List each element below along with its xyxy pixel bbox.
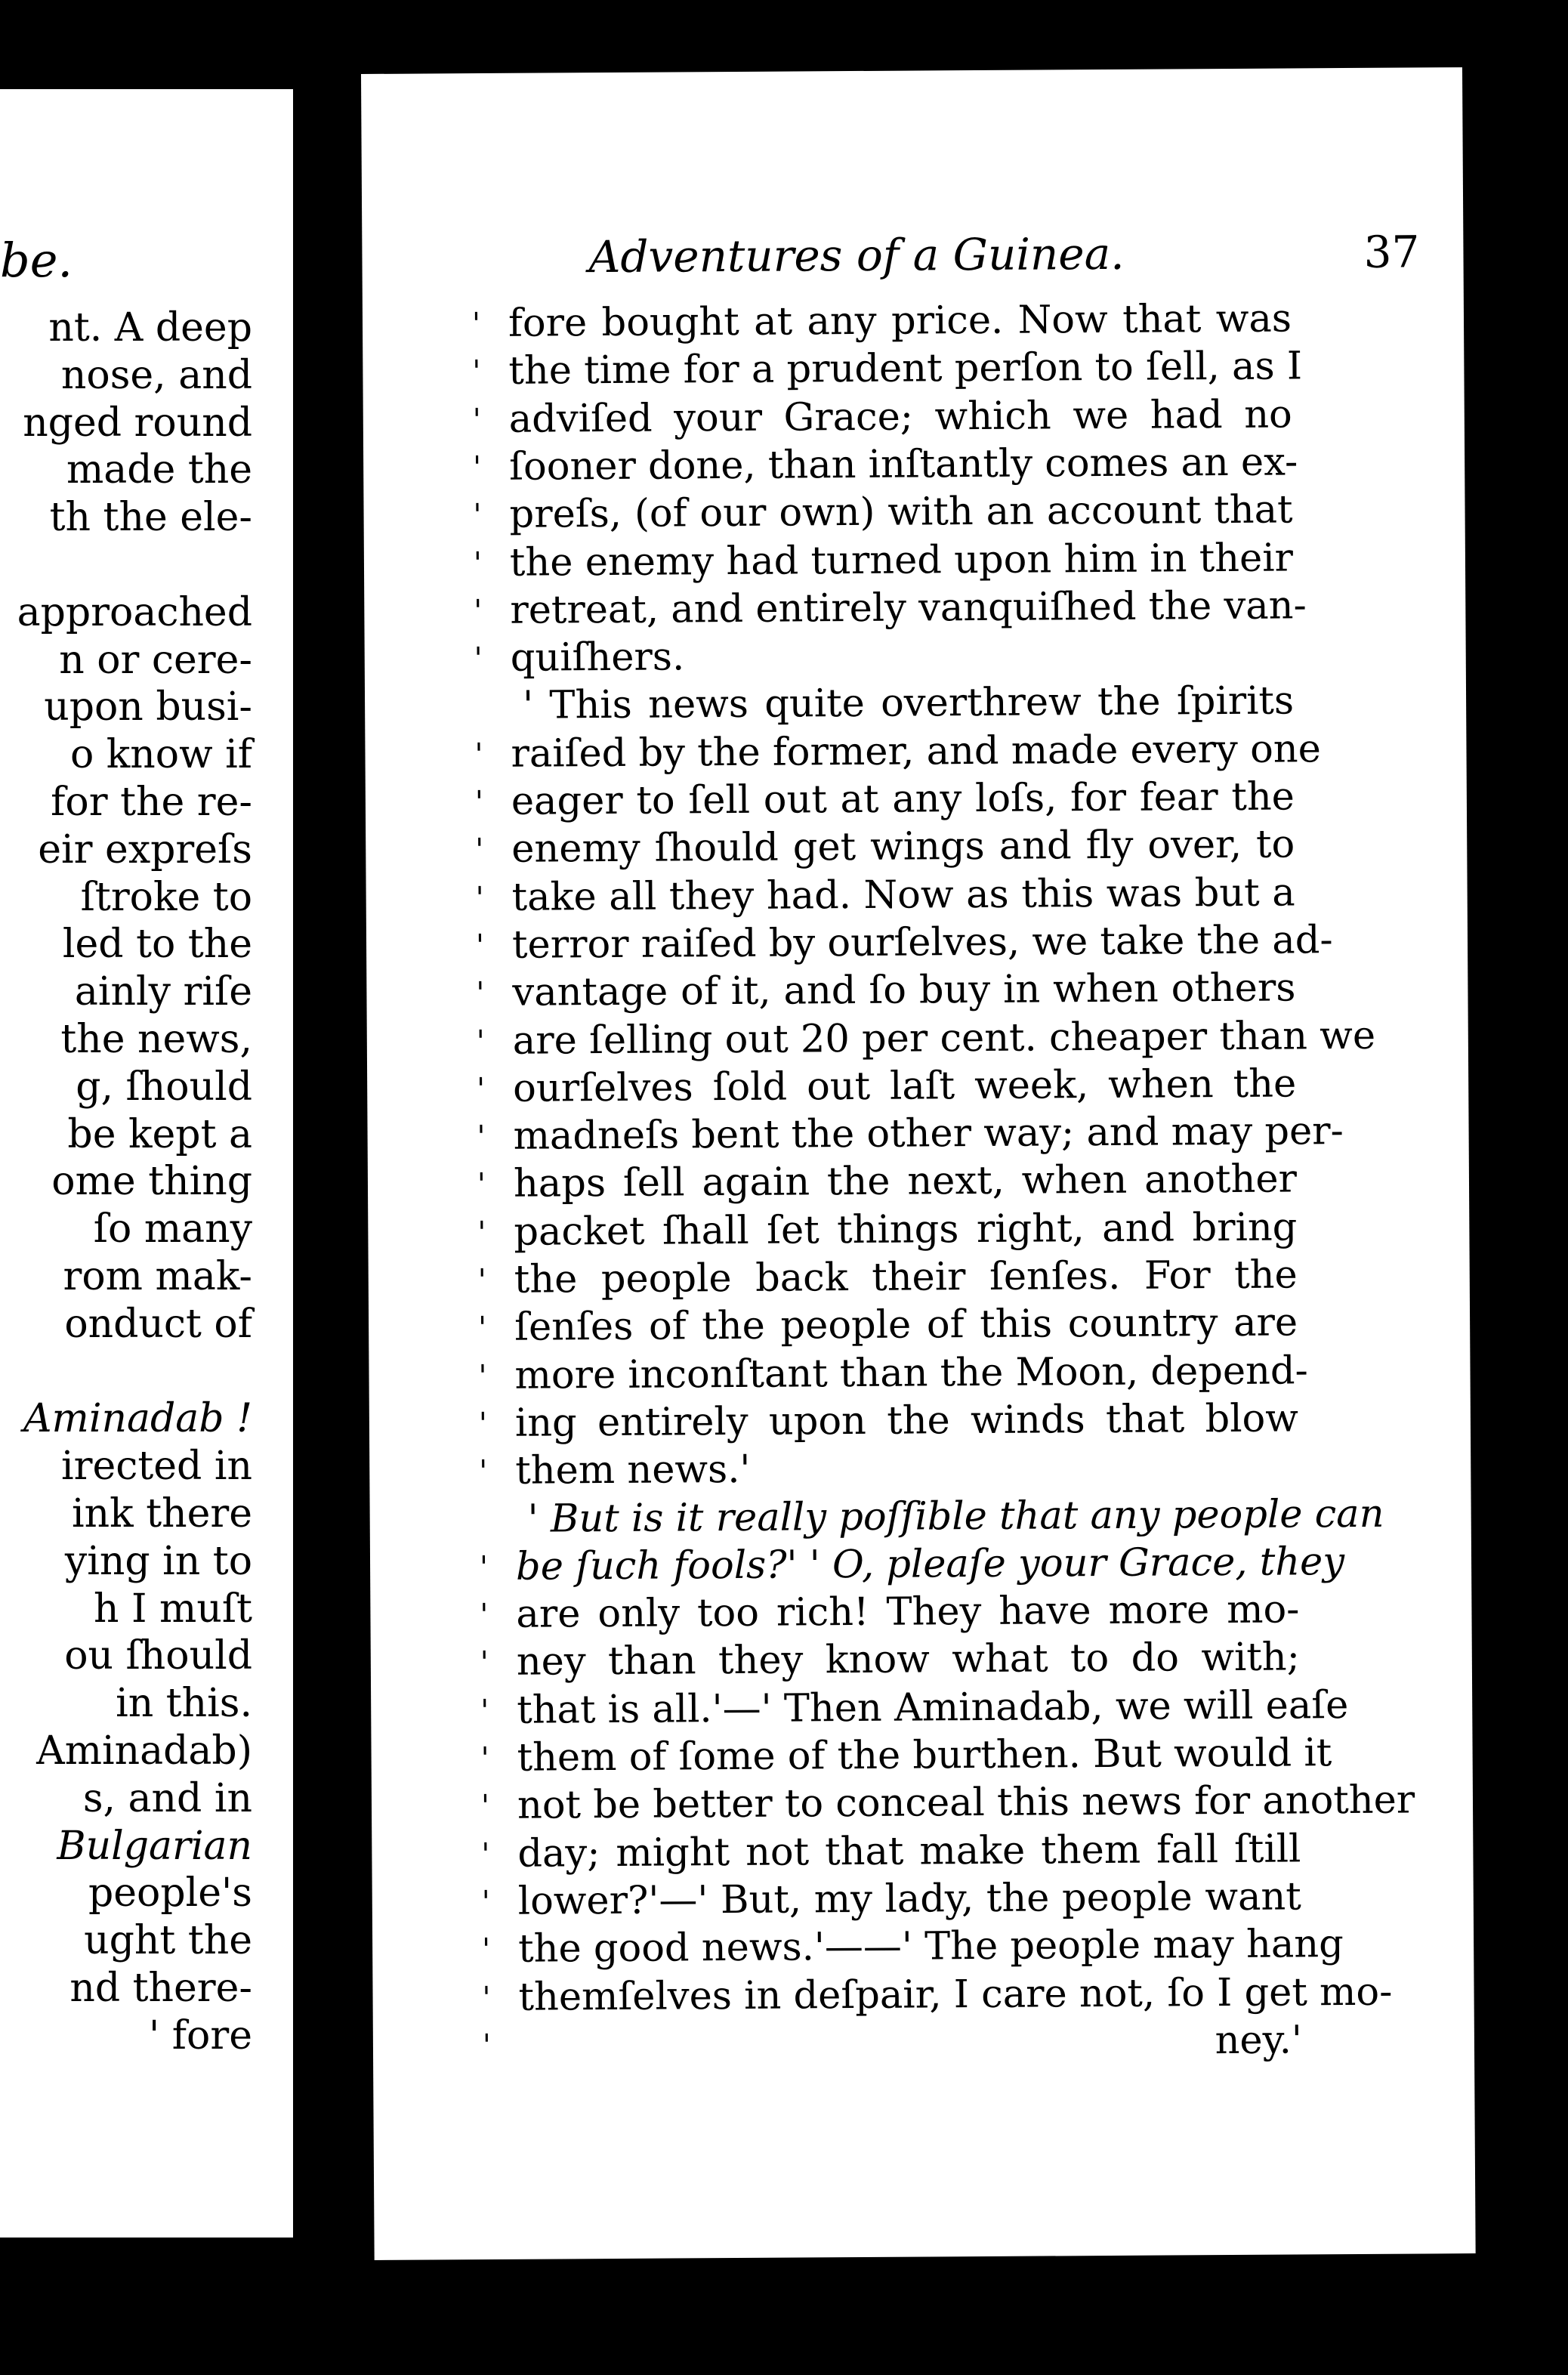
line-text: more inconſtant than the Moon, depend- xyxy=(514,1348,1308,1398)
line-text: ſooner done, than inſtantly comes an ex- xyxy=(509,440,1298,490)
line-text: ney.' xyxy=(1215,2018,1303,2063)
line-text: take all they had. Now as this was but a xyxy=(511,870,1295,920)
text-line xyxy=(477,1060,1296,1113)
left-text-line: s, and in xyxy=(82,1775,252,1821)
quote-mark: ' xyxy=(474,641,483,677)
quote-mark: ' xyxy=(478,1358,487,1394)
quote-mark: ' xyxy=(472,354,481,390)
left-text-line: made the xyxy=(66,447,252,493)
text-line xyxy=(474,582,1307,635)
quote-mark: ' xyxy=(477,1120,486,1155)
line-text: packet ſhall ſet things right, and bring xyxy=(514,1205,1298,1255)
text-line xyxy=(474,725,1322,779)
left-text-line: nged round xyxy=(23,400,252,446)
line-text: adviſed your Grace; which we had no xyxy=(508,392,1292,442)
quote-mark: ' xyxy=(480,1693,489,1728)
quote-mark: ' xyxy=(476,1024,485,1059)
left-text-line: ' fore xyxy=(148,2012,252,2058)
text-line xyxy=(482,1969,1393,2022)
line-text: retreat, and entirely vanquiſhed the van- xyxy=(510,583,1307,633)
line-text: themſelves in deſpair, I care not, ſo I get mo- xyxy=(518,1969,1393,2020)
left-text-line: h I muſt xyxy=(93,1586,252,1632)
text-line xyxy=(477,1156,1297,1209)
text-line xyxy=(472,343,1303,397)
quote-mark: ' xyxy=(473,545,483,581)
text-line xyxy=(473,391,1292,444)
text-line xyxy=(480,1777,1415,1831)
left-text-line: ſtroke to xyxy=(80,874,252,920)
left-text-line: ome thing xyxy=(51,1159,252,1205)
line-text: the enemy had turned upon him in their xyxy=(509,535,1294,585)
quote-mark: ' xyxy=(479,1454,488,1490)
left-text-line: ainly riſe xyxy=(74,969,252,1015)
left-text-line: nd there- xyxy=(69,1966,252,2011)
text-line xyxy=(480,1682,1349,1735)
text-line xyxy=(482,1873,1301,1926)
line-text: ' This news quite overthrew the ſpirits xyxy=(522,678,1295,729)
text-line xyxy=(480,1586,1299,1640)
left-text-line: th the ele- xyxy=(49,495,252,541)
line-text: preſs, (of our own) with an account that xyxy=(509,487,1293,537)
left-text-line: o know if xyxy=(69,732,252,778)
line-text: madneſs bent the other way; and may per- xyxy=(513,1109,1344,1159)
line-text: ourſelves ſold out laſt week, when the xyxy=(513,1061,1297,1111)
line-text: quiſhers. xyxy=(510,635,685,681)
quote-mark: ' xyxy=(477,1263,486,1299)
running-head xyxy=(588,226,1419,292)
line-text: haps ſell again the next, when another xyxy=(513,1157,1298,1207)
quote-mark: ' xyxy=(474,785,484,820)
line-text: ing entirely upon the winds that blow xyxy=(514,1396,1299,1446)
left-text-line: ink there xyxy=(72,1491,252,1536)
text-line xyxy=(476,1012,1376,1066)
line-text: are ſelling out 20 per cent. cheaper than we xyxy=(512,1013,1376,1064)
left-text-line: onduct of xyxy=(64,1301,252,1347)
left-text-line: nose, and xyxy=(60,352,252,398)
line-text: are only too rich! They have more mo- xyxy=(516,1587,1300,1637)
quote-mark: ' xyxy=(478,1311,487,1346)
left-text-line: the news, xyxy=(60,1017,252,1062)
left-text-line: in this. xyxy=(116,1681,252,1727)
left-facing-page xyxy=(0,89,293,2238)
text-line xyxy=(473,438,1298,492)
line-text: that is all.'—' Then Aminadab, we will eaſe xyxy=(517,1682,1349,1733)
text-line xyxy=(478,1299,1298,1353)
text-line xyxy=(477,1108,1344,1162)
quote-mark: ' xyxy=(477,1215,486,1250)
quote-mark: ' xyxy=(477,1167,486,1203)
line-text: eager to ſell out at any loſs, for fear the xyxy=(511,774,1295,824)
page-number: 37 xyxy=(1363,226,1420,278)
right-page xyxy=(361,67,1476,2260)
line-text: the good news.'——' The people may hang xyxy=(517,1922,1344,1972)
left-text-line: eir expreſs xyxy=(38,826,252,872)
left-text-line: ying in to xyxy=(64,1538,252,1584)
quote-mark: ' xyxy=(476,976,485,1011)
quote-mark: ' xyxy=(471,307,481,342)
quote-mark: ' xyxy=(481,1836,490,1872)
line-text: ſenſes of the people of this country are xyxy=(514,1300,1298,1351)
text-line xyxy=(478,1347,1308,1401)
left-text-line: ught the xyxy=(84,1918,252,1964)
quote-mark: ' xyxy=(482,1932,491,1968)
left-text-line: people's xyxy=(88,1870,252,1916)
text-line xyxy=(475,916,1333,970)
left-text-line: nt. A deep xyxy=(48,305,252,351)
running-head-title: Adventures of a Guinea. xyxy=(588,227,1125,283)
quote-mark: ' xyxy=(472,402,481,437)
line-text: raiſed by the former, and made every one xyxy=(511,726,1322,777)
quote-mark: ' xyxy=(474,737,483,772)
text-line xyxy=(476,965,1295,1018)
text-line xyxy=(480,1729,1332,1783)
line-text: vantage of it, and ſo buy in when others xyxy=(512,965,1296,1015)
quote-mark: ' xyxy=(475,832,484,868)
text-line xyxy=(474,678,1294,731)
line-text: lower?'—' But, my lady, the people want xyxy=(517,1874,1301,1924)
text-line xyxy=(479,1394,1298,1448)
line-text: fore bought at any price. Now that was xyxy=(508,296,1292,346)
left-text-line: led to the xyxy=(62,922,252,968)
left-text-line: for the re- xyxy=(51,780,252,825)
text-line xyxy=(480,1634,1300,1688)
text-line xyxy=(472,295,1292,348)
quote-mark: ' xyxy=(479,1549,489,1585)
line-text: them of ſome of the burthen. But would it xyxy=(517,1731,1332,1780)
text-line xyxy=(475,821,1295,875)
text-line xyxy=(474,534,1293,588)
text-line xyxy=(475,773,1295,826)
left-text-line: upon busi- xyxy=(44,684,252,730)
text-line xyxy=(483,2016,1302,2070)
quote-mark: ' xyxy=(475,928,485,963)
line-text: day; might not that make them fall ſtill xyxy=(517,1827,1301,1876)
left-text-line: n or cere- xyxy=(59,637,252,683)
left-text-line: Aminadab ! xyxy=(23,1396,252,1442)
line-text: the people back their ſenſes. For the xyxy=(514,1252,1298,1302)
quote-mark: ' xyxy=(473,449,482,485)
line-text: ' But is it really poſſible that any people can xyxy=(527,1491,1384,1542)
line-text: them news.' xyxy=(515,1447,751,1493)
line-text: not be better to conceal this news for another xyxy=(517,1777,1415,1829)
left-text-line: g, ſhould xyxy=(76,1064,252,1110)
left-running-head: be. xyxy=(0,233,73,288)
quote-mark: ' xyxy=(473,498,482,533)
text-line xyxy=(477,1203,1297,1257)
quote-mark: ' xyxy=(482,2028,492,2063)
text-line xyxy=(482,1921,1344,1975)
line-text: terror raiſed by ourſelves, we take the ad- xyxy=(511,918,1333,968)
text-line xyxy=(479,1443,1298,1496)
line-text: be ſuch fools?' ' O, pleaſe your Grace, they xyxy=(515,1539,1345,1589)
quote-mark: ' xyxy=(474,593,483,628)
left-text-line: approached xyxy=(17,589,252,635)
text-line xyxy=(479,1538,1345,1592)
quote-mark: ' xyxy=(477,1071,486,1107)
line-text: ney than they know what to do with; xyxy=(516,1635,1301,1685)
left-text-line: be kept a xyxy=(67,1111,252,1157)
left-text-line: ou ſhould xyxy=(64,1633,252,1679)
left-text-line: rom mak- xyxy=(63,1254,252,1299)
text-line xyxy=(478,1251,1298,1305)
left-text-line: irected in xyxy=(61,1444,252,1490)
quote-mark: ' xyxy=(480,1741,489,1777)
left-text-line: Bulgarian xyxy=(57,1823,252,1869)
text-line xyxy=(481,1825,1301,1879)
left-text-line: ſo many xyxy=(93,1206,252,1252)
quote-mark: ' xyxy=(481,1884,490,1919)
text-line xyxy=(475,869,1295,922)
text-line xyxy=(473,486,1292,540)
text-line xyxy=(479,1490,1384,1544)
line-text: the time for a prudent perſon to ſell, as I xyxy=(508,344,1303,394)
text-line xyxy=(474,630,1294,684)
quote-mark: ' xyxy=(475,880,484,916)
quote-mark: ' xyxy=(482,1980,491,2015)
book-gutter xyxy=(293,102,361,2255)
line-text: enemy ſhould get wings and fly over, to xyxy=(511,822,1295,872)
quote-mark: ' xyxy=(480,1645,489,1681)
quote-mark: ' xyxy=(480,1598,489,1633)
quote-mark: ' xyxy=(480,1789,490,1824)
left-text-line: Aminadab) xyxy=(36,1728,252,1774)
quote-mark: ' xyxy=(478,1406,488,1441)
